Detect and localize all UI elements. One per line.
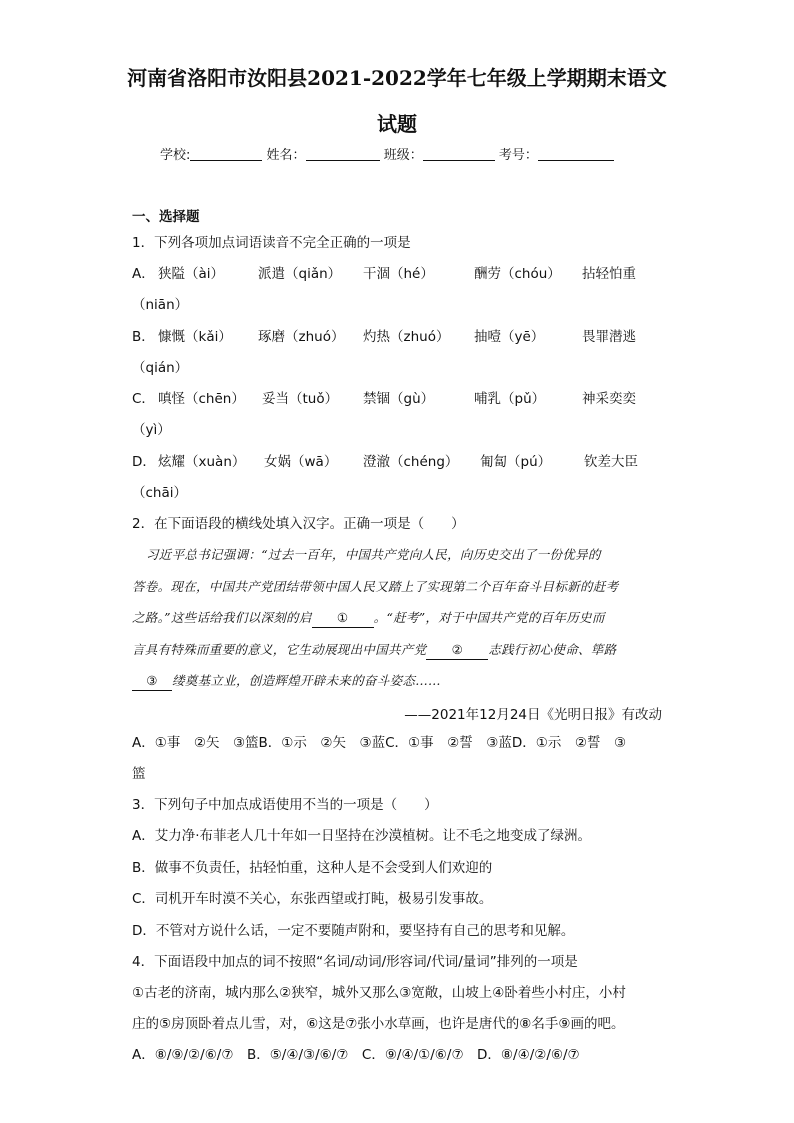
exam-page: 河南省洛阳市汝阳县2021-2022学年七年级上学期期末语文 试题 学校: 姓名： 班级： 考号： 一、选择题 1．下列各项加点词语读音不完全正确的一项是 A． 狭隘（ài） 派遣（qiǎn） 干涸（hé） 酬劳（chóu） 拈轻怕重 （niān） B． 慷慨（kǎi） 琢磨（zhuó） 灼热（zhuó） 抽噎（yē） 畏罪潜逃 （qián） C． 嗔怪（chēn） 妥当（tuǒ） 禁锢（gù） 哺乳（pǔ） 神采奕奕 （yì） D． 炫耀（xuàn） 女娲（wā） 澄澈（chéng） 匍匐（pú） 钦差大臣 （chāi） 2．在下面语段的横线处填入汉字。正确一项是（ ） 习近平总书记强调：“过去一百年，中国共产党向人民，向历史交出了一份优异的 答卷。现在，中国共产党团结带领中国人民又踏上了实现第二个百年奋斗目标新的赶考 之路。”这些话给我们以深刻的启 ① 。“赶考”，对于中国共产党的百年历史而 言具有特殊而重要的意义，它生动展现出中国共产党 ② 志践行初心使命、筚路 ③ 缕奠基立业，创造辉煌开辟未来的奋斗姿态…… ——2021年12月24日《光明日报》有改动 A．①事 ②矢 ③篮B．①示 ②矢 ③蓝C．①事 ②誓 ③蓝D．①示 ②誓 ③ 篮 3．下列句子中加点成语使用不当的一项是（ ） A．艾力净·布菲老人几十年如一日坚持在沙漠植树。让不毛之地变成了绿洲。 B．做事不负责任，拈轻怕重，这种人是不会受到人们欢迎的 C．司机开车时漠不关心，东张西望或打盹，极易引发事故。 D．不管对方说什么话，一定不要随声附和，要坚持有自己的思考和见解。 4．下面语段中加点的词不按照“名词/动词/形容词/代词/量词”排列的一项是 ①古老的济南，城内那么②狭窄，城外又那么③宽敞，山坡上④卧着些小村庄，小村 庄的⑤房顶卧着点儿雪，对，⑥这是⑦张小水草画，也许是唐代的⑧名手⑨画的吧。 A．⑧/⑨/②/⑥/⑦ B．⑤/④/③/⑥/⑦ C．⑨/④/①/⑥/⑦ D．⑧/④/②/⑥/⑦ bbox=[0, 0, 794, 1123]
q2-passage-line: ③ 缕奠基立业，创造辉煌开辟未来的奋斗姿态…… bbox=[132, 672, 662, 691]
q2-blank-3: ③ bbox=[132, 672, 172, 691]
q4-passage-line: 庄的⑤房顶卧着点儿雪，对，⑥这是⑦张小水草画，也许是唐代的⑧名手⑨画的吧。 bbox=[132, 1016, 625, 1032]
name-blank[interactable] bbox=[306, 146, 380, 161]
q2-options-wrap: 篮 bbox=[132, 766, 146, 782]
q1-a-item: 狭隘（ài） bbox=[158, 266, 225, 282]
exam-no-label: 考号： bbox=[498, 148, 538, 163]
exam-title-line1: 河南省洛阳市汝阳县2021-2022学年七年级上学期期末语文 bbox=[127, 66, 667, 90]
q1-b-item: 畏罪潜逃 bbox=[582, 329, 636, 345]
q3-option-a: A．艾力净·布菲老人几十年如一日坚持在沙漠植树。让不毛之地变成了绿洲。 bbox=[132, 828, 592, 844]
q2-passage-line: 之路。”这些话给我们以深刻的启 ① 。“赶考”，对于中国共产党的百年历史而 bbox=[132, 609, 662, 628]
q1-a-item: 酬劳（chóu） bbox=[474, 266, 561, 282]
q1-c-item: 哺乳（pǔ） bbox=[474, 391, 546, 407]
q1-a-wrap: （niān） bbox=[132, 297, 189, 313]
q1-stem: 1．下列各项加点词语读音不完全正确的一项是 bbox=[132, 235, 411, 251]
q3-option-b: B．做事不负责任，拈轻怕重，这种人是不会受到人们欢迎的 bbox=[132, 860, 493, 876]
q2-passage-line: 习近平总书记强调：“过去一百年，中国共产党向人民，向历史交出了一份优异的 bbox=[146, 547, 601, 562]
q1-d-item: 澄澈（chéng） bbox=[363, 454, 459, 470]
q1-a-item: 干涸（hé） bbox=[363, 266, 434, 282]
q1-b-item: 琢磨（zhuó） bbox=[258, 329, 345, 345]
q3-option-d: D．不管对方说什么话，一定不要随声附和，要坚持有自己的思考和见解。 bbox=[132, 923, 575, 939]
q1-d-item: 女娲（wā） bbox=[264, 454, 338, 470]
q2-passage-line: 言具有特殊而重要的意义，它生动展现出中国共产党 ② 志践行初心使命、筚路 bbox=[132, 641, 662, 660]
q1-b-item: 灼热（zhuó） bbox=[363, 329, 450, 345]
q2-options: A．①事 ②矢 ③篮B．①示 ②矢 ③蓝C．①事 ②誓 ③蓝D．①示 ②誓 ③ bbox=[132, 735, 627, 751]
q2-source: ——2021年12月24日《光明日报》有改动 bbox=[404, 707, 662, 723]
name-label: 姓名： bbox=[266, 148, 306, 163]
q1-c-item: 嗔怪（chēn） bbox=[158, 391, 245, 407]
q1-b-item: 慷慨（kǎi） bbox=[158, 329, 232, 345]
q1-d-item: 炫耀（xuàn） bbox=[158, 454, 246, 470]
q1-a-item: 派遣（qiǎn） bbox=[258, 266, 342, 282]
student-info-row bbox=[160, 144, 614, 163]
q2-passage-line: 答卷。现在，中国共产党团结带领中国人民又踏上了实现第二个百年奋斗目标新的赶考 bbox=[132, 579, 619, 594]
q4-stem: 4．下面语段中加点的词不按照“名词/动词/形容词/代词/量词”排列的一项是 bbox=[132, 954, 578, 970]
school-label: 学校: bbox=[160, 148, 191, 163]
q2-blank-1: ① bbox=[312, 609, 374, 628]
section-heading: 一、选择题 bbox=[132, 209, 200, 225]
class-label: 班级： bbox=[383, 148, 423, 163]
class-blank[interactable] bbox=[423, 146, 495, 161]
q1-a-item: 拈轻怕重 bbox=[582, 266, 636, 282]
q1-c-item: 神采奕奕 bbox=[582, 391, 636, 407]
q1-c-wrap: （yì） bbox=[132, 422, 171, 438]
q2-stem: 2．在下面语段的横线处填入汉字。正确一项是（ ） bbox=[132, 516, 465, 532]
q3-stem: 3．下列句子中加点成语使用不当的一项是（ ） bbox=[132, 797, 438, 813]
q1-b-item: 抽噎（yē） bbox=[474, 329, 545, 345]
q1-d-item: 匍匐（pú） bbox=[480, 454, 552, 470]
q3-option-c: C．司机开车时漠不关心，东张西望或打盹，极易引发事故。 bbox=[132, 891, 493, 907]
q4-passage-line: ①古老的济南，城内那么②狭窄，城外又那么③宽敞，山坡上④卧着些小村庄，小村 bbox=[132, 985, 626, 1001]
exam-no-blank[interactable] bbox=[538, 146, 614, 161]
q1-d-wrap: （chāi） bbox=[132, 485, 188, 501]
q1-d-item: 钦差大臣 bbox=[584, 454, 638, 470]
q2-blank-2: ② bbox=[426, 641, 488, 660]
q1-b-wrap: （qián） bbox=[132, 360, 189, 376]
school-blank[interactable] bbox=[190, 146, 262, 161]
q1-c-item: 禁锢（gù） bbox=[363, 391, 435, 407]
exam-title-line2: 试题 bbox=[377, 112, 417, 136]
q4-options: A．⑧/⑨/②/⑥/⑦ B．⑤/④/③/⑥/⑦ C．⑨/④/①/⑥/⑦ D．⑧/④/②/⑥/⑦ bbox=[132, 1047, 580, 1063]
q1-c-item: 妥当（tuǒ） bbox=[262, 391, 339, 407]
